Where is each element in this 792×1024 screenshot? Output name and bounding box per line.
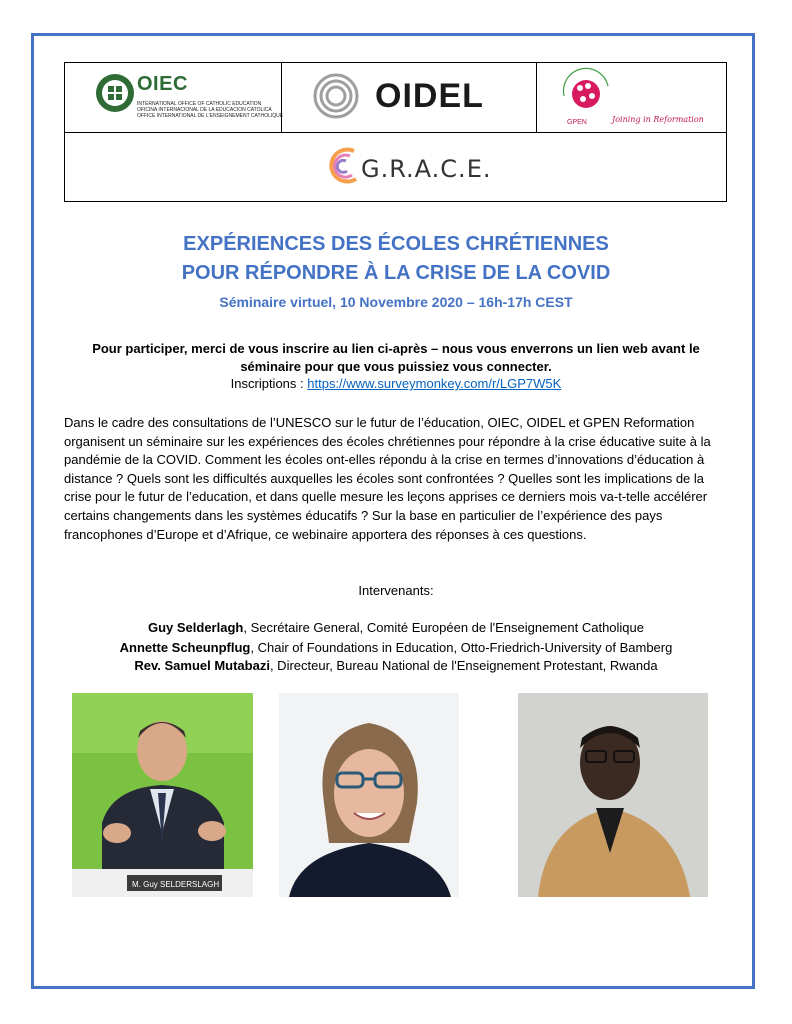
speaker-name: Guy Selderlagh: [147, 620, 244, 635]
photo-selderlagh-image: [72, 693, 253, 897]
speaker-name: Annette Scheunpflug: [119, 640, 251, 655]
gpen-short-text: GPEN: [567, 119, 587, 126]
page-title-line-1: EXPÉRIENCES DES ÉCOLES CHRÉTIENNES: [183, 233, 609, 255]
oidel-logo-cell: [281, 63, 537, 132]
gpen-tagline: Joining in Reformation: [612, 115, 704, 124]
intro-paragraph: Dans le cadre des consultations de l’UNESCO sur le futur de l’éducation, OIEC, OIDEL et GPEN Reformation organisent un séminaire sur les expériences des écoles chrétiennes pour répondre à la crise éducative suite à la pandémie de la COVID. Comment les écoles ont-elles répondu à la crise en termes d’innovations d’éducation à distance ? Quels sont les difficultés auxquelles les écoles sont confrontées ? Quelles sont les implications de la crise pour le futur de l’education, et dans quelle mesure les leçons apprises ce derniers mois va-t-telle accélérer certains changements dans les systèmes éducatifs ? Sur la base en particulier de l’expérience des pays francophones d’Europe et d’Afrique, ce webinaire apportera des réponses à ces questions.: [64, 415, 711, 542]
page-subtitle: Séminaire virtuel, 10 Novembre 2020 – 16h-17h CEST: [219, 294, 573, 310]
speaker-photo-scheunpflug: [279, 693, 459, 897]
speaker-line: [40, 620, 752, 635]
speaker-photo-selderlagh: [72, 693, 253, 897]
oiec-globe-icon: [95, 71, 135, 115]
speakers-heading: Intervenants:: [358, 583, 434, 598]
oiec-logo-cell: [65, 63, 282, 132]
oidel-rings-icon: [311, 71, 361, 121]
inscriptions-link[interactable]: https://www.surveymonkey.com/r/LGP7W5K: [307, 376, 562, 391]
logo-table: [64, 62, 727, 202]
participate-notice: Pour participer, merci de vous inscrire au lien ci-après – nous vous enverrons un lien web avant le séminaire pour que vous puissiez vous connecter.: [92, 341, 700, 374]
page-title-line-2: POUR RÉPONDRE À LA CRISE DE LA COVID: [181, 262, 611, 284]
oiec-name: OIEC: [137, 73, 188, 95]
speaker-name: Rev. Samuel Mutabazi: [134, 658, 270, 673]
nameplate-text: M. Guy SELDERSLAGH: [132, 880, 220, 889]
speaker-line: [40, 658, 752, 673]
oiec-logo: [95, 71, 285, 123]
oiec-line-1: INTERNATIONAL OFFICE OF CATHOLIC EDUCATION: [137, 101, 262, 107]
photo-scheunpflug-image: [279, 693, 459, 897]
speaker-photo-mutabazi: [518, 693, 708, 897]
speaker-line: [40, 640, 752, 655]
oiec-line-2: OFICINA INTERNACIONAL DE LA EDUCACION CATOLICA: [137, 107, 272, 113]
logo-row-bottom: [65, 133, 726, 202]
logo-row-top: [65, 63, 726, 133]
speaker-role: , Secrétaire General, Comité Européen de l'Enseignement Catholique: [243, 620, 645, 635]
speaker-role: , Directeur, Bureau National de l'Enseignement Protestant, Rwanda: [269, 658, 658, 673]
grace-name: G.R.A.C.E.: [361, 155, 492, 183]
gpen-logo-cell: [536, 63, 726, 132]
oidel-name: OIDEL: [375, 77, 484, 115]
grace-swirl-icon: [322, 141, 362, 191]
oiec-line-3: OFFICE INTERNATIONAL DE L'ENSEIGNEMENT CATHOLIQUE: [137, 113, 284, 119]
photo-mutabazi-image: [518, 693, 708, 897]
speaker-role: , Chair of Foundations in Education, Otto-Friedrich-University of Bamberg: [250, 640, 673, 655]
inscriptions-label: Inscriptions :: [230, 376, 304, 391]
inscriptions-line: [40, 376, 752, 391]
